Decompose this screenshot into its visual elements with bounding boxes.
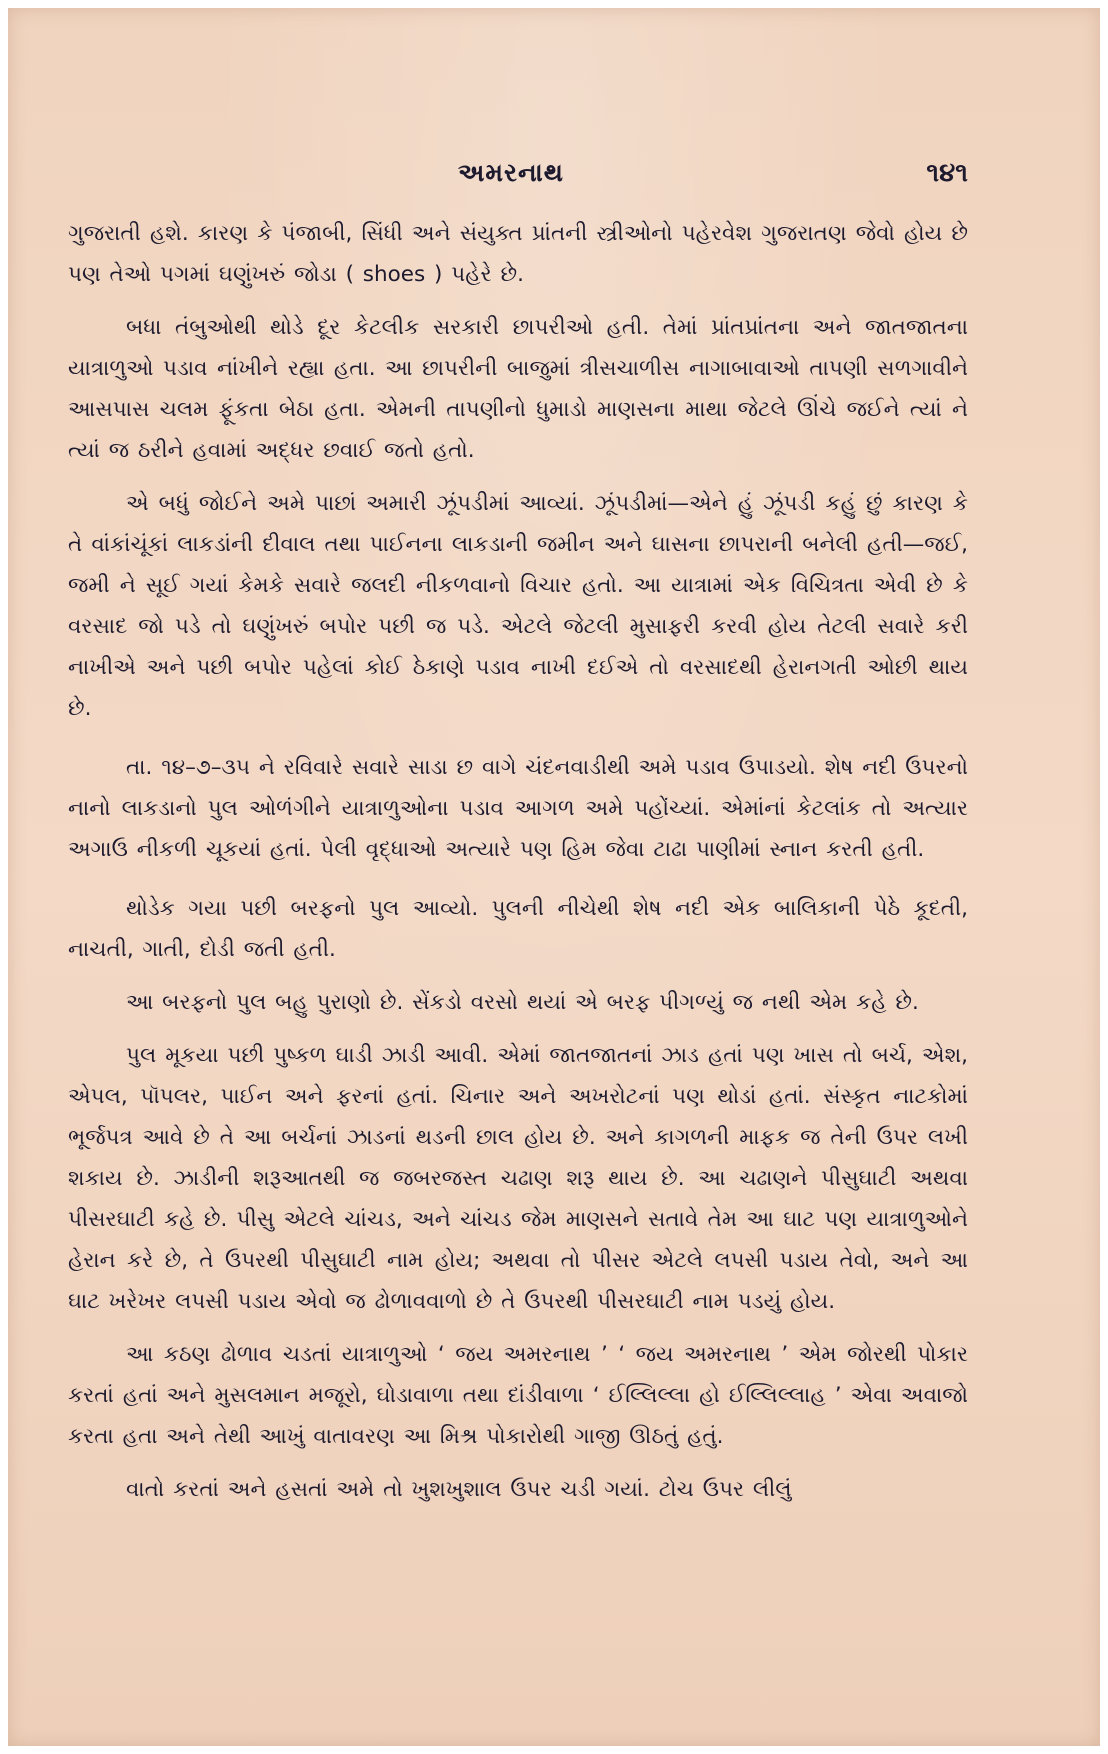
paragraph: બધા તંબુઓથી થોડે દૂર કેટલીક સરકારી છાપરીઓ હતી. તેમાં પ્રાંતપ્રાંતના અને જાતજાતના યાત્રાળુઓ પડાવ નાંખીને રહ્યા હતા. આ છાપરીની બાજુમાં ત્રીસચાળીસ નાગાબાવાઓ તાપણી સળગાવીને આસપાસ ચલમ ફૂંકતા બેઠા હતા. એમની તાપણીનો ધુમાડો માણસના માથા જેટલે ઊંચે જઈને ત્યાં ને ત્યાં જ ઠરીને હવામાં અદ્ધર છવાઈ જતો હતો. xyxy=(68,315,968,463)
paragraph: આ બરફનો પુલ બહુ પુરાણો છે. સેંકડો વરસો થયાં એ બરફ પીગળ્યું જ નથી એમ કહે છે. xyxy=(126,990,919,1015)
book-page xyxy=(8,8,1100,1746)
paragraph: થોડેક ગયા પછી બરફનો પુલ આવ્યો. પુલની નીચેથી શેષ નદી એક બાલિકાની પેઠે કૂદતી, નાચતી, ગાતી, દોડી જતી હતી. xyxy=(68,896,968,962)
paragraph: તા. ૧૪–૭–૩૫ ને રવિવારે સવારે સાડા છ વાગે ચંદનવાડીથી અમે પડાવ ઉપાડયો. શેષ નદી ઉપરનો નાનો લાકડાનો પુલ ઓળંગીને યાત્રાળુઓના પડાવ આગળ અમે પહોંચ્યાં. એમાંનાં કેટલાંક તો અત્યાર અગાઉ નીકળી ચૂકયાં હતાં. પેલી વૃદ્ધાઓ અત્યારે પણ હિમ જેવા ટાઢા પાણીમાં સ્નાન કરતી હતી. xyxy=(68,755,968,862)
paragraph: પુલ મૂકયા પછી પુષ્કળ ઘાડી ઝાડી આવી. એમાં જાતજાતનાં ઝાડ હતાં પણ ખાસ તો બર્ચ, એશ, એપલ, પૉપલર, પાઈન અને ફરનાં હતાં. ચિનાર અને અખરોટનાં પણ થોડાં હતાં. સંસ્કૃત નાટકોમાં ભૂર્જપત્ર આવે છે તે આ બર્ચનાં ઝાડનાં થડની છાલ હોય છે. અને કાગળની માફક જ તેની ઉપર લખી શકાય છે. ઝાડીની શરૂઆતથી જ જબરજસ્ત ચઢાણ શરૂ થાય છે. આ ચઢાણને પીસુઘાટી અથવા પીસરઘાટી કહે છે. પીસુ એટલે ચાંચડ, અને ચાંચડ જેમ માણસને સતાવે તેમ આ ઘાટ પણ યાત્રાળુઓને હેરાન કરે છે, તે ઉપરથી પીસુઘાટી નામ હોય; અથવા તો પીસર એટલે લપસી પડાય તેવો, અને આ ઘાટ ખરેખર લપસી પડાય એવો જ ઢોળાવવાળો છે તે ઉપરથી પીસરઘાટી નામ પડયું હોય. xyxy=(68,1043,968,1314)
paragraph: વાતો કરતાં અને હસતાં અમે તો ખુશખુશાલ ઉપર ચડી ગયાં. ટોચ ઉપર લીલું xyxy=(126,1477,792,1502)
paragraph: આ કઠણ ઢોળાવ ચડતાં યાત્રાળુઓ ‘ જય અમરનાથ ’ ‘ જય અમરનાથ ’ એમ જોરથી પોકાર કરતાં હતાં અને મુસલમાન મજૂરો, ઘોડાવાળા તથા દાંડીવાળા ‘ ઈલ્લિલ્લા હો ઈલ્લિલ્લાહ ’ એવા અવાજો કરતા હતા અને તેથી આખું વાતાવરણ આ મિશ્ર પોકારોથી ગાજી ઊઠતું હતું. xyxy=(68,1342,968,1449)
paragraph: ગુજરાતી હશે. કારણ કે પંજાબી, સિંધી અને સંયુક્ત પ્રાંતની સ્ત્રીઓનો પહેરવેશ ગુજરાતણ જેવો હોય છે પણ તેઓ પગમાં ઘણુંખરું જોડા ( shoes ) પહેરે છે. xyxy=(68,221,968,287)
page-header xyxy=(8,158,1100,198)
page-body xyxy=(68,213,968,1522)
paragraph: એ બધું જોઈને અમે પાછાં અમારી ઝૂંપડીમાં આવ્યાં. ઝૂંપડીમાં—એને હું ઝૂંપડી કહું છું કારણ કે તે વાંકાંચૂંકાં લાકડાંની દીવાલ તથા પાઈનના લાકડાની જમીન અને ઘાસના છાપરાની બનેલી હતી—જઈ, જમી ને સૂઈ ગયાં કેમકે સવારે જલદી નીકળવાનો વિચાર હતો. આ યાત્રામાં એક વિચિત્રતા એવી છે કે વરસાદ જો પડે તો ઘણુંખરું બપોર પછી જ પડે. એટલે જેટલી મુસાફરી કરવી હોય તેટલી સવારે કરી નાખીએ અને પછી બપોર પહેલાં કોઈ ઠેકાણે પડાવ નાખી દઈએ તો વરસાદથી હેરાનગતી ઓછી થાય છે. xyxy=(68,491,968,721)
running-title: અમરનાથ xyxy=(458,158,564,187)
page-number: ૧૪૧ xyxy=(926,158,968,188)
